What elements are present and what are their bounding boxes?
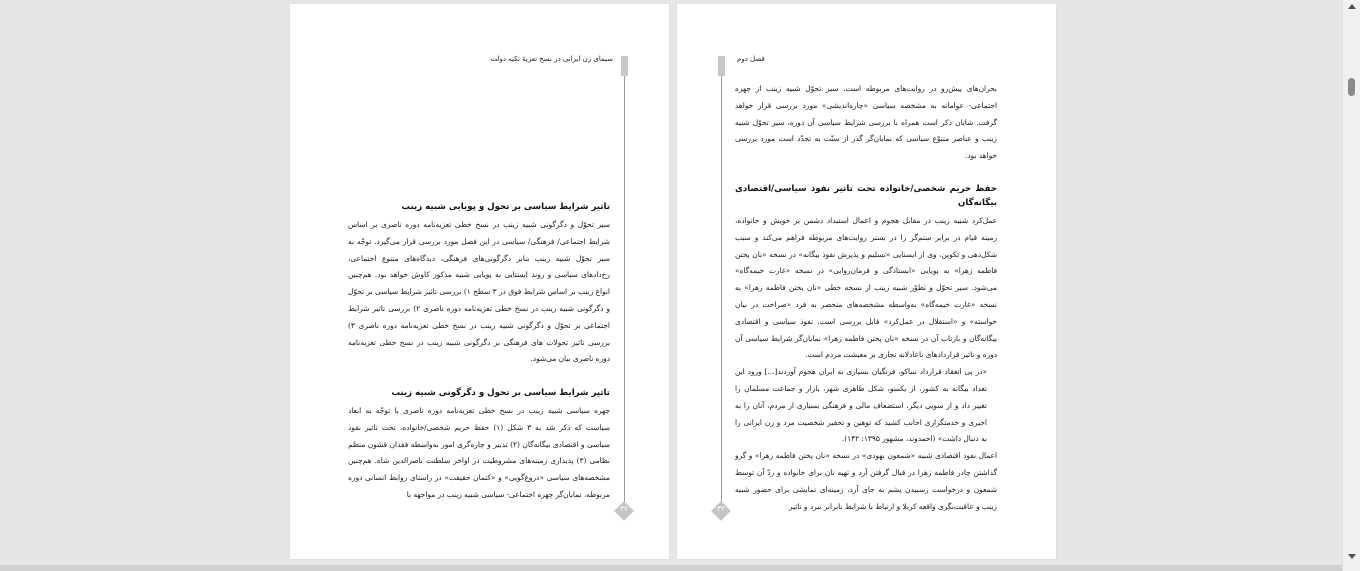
running-head: سیمای زن ایرانی در نسخ تعزیهٔ تکیه دولت [490,55,613,63]
page-number [614,501,634,521]
running-head: فصل دوم [737,55,765,63]
scroll-thumb[interactable] [1348,78,1355,96]
page-number [711,501,731,521]
page-number-text: ۳۲ [620,505,628,513]
page-right [677,4,1056,559]
rule-line [624,76,625,506]
scroll-down-arrow-icon[interactable] [1348,554,1356,559]
section-heading: تاثیر شرایط سیاسی بر تحول و دگرگونی شبیه زینب [391,388,610,398]
page-rule [621,56,628,511]
section-body-continued: اعمال نفوذ اقتصادی شبیه «شمعون یهودی» در نسخه «نان پختن فاطمه زهرا» و گرو گذاشتن چادر فاطمه زهرا در قبال گرفتن آرد و تهیه نان برای خانواده و ردّ آن توسط شمعون و درخواست زسبیدن پشم به جای آرد، زمینه‌ای نمایشی برای حضور شبیه زینب و عاقبت‌نگری واقعه کربلا و ارتباط با شرایط نابرابر نبرد و تاثیر [735,451,997,511]
section-heading: حفظ حریم شخصی/خانواده تحت تاثیر نفوذ سیاسی/اقتصادی بیگانه‌گان [735,184,997,208]
section-body: چهره سیاسی شبیه زینب در نسخ خطی تعزیه‌نامه دوره ناصری با توجّه به ابعاد سیاست که ذکر شد به ۳ شکل (۱) حفظ حریم شخصی/خانواده، تحت تاثیر نفوذ سیاسی و اقتصادی بیگانه‌گان (۲) تدبیر و چاره‌گری امور به‌واسطه فقدان قشون منظم نظامی (۳) پدیداری زمینه‌های مشروطیت در اواخر سلطنت ناصرالدین شاه. هم‌چنین مشخصه‌های سیاسی «دروغ‌گویی» و «کتمان حقیقت» در راستای روابط انسانی دوره مربوطه، نمایان‌گر چهره اجتماعی- سیاسی شبیه زینب در مواجهه با [348,406,610,499]
block-quote: «در پی انعقاد قرارداد تنباکو، فرنگیان بسیاری به ایران هجوم آوردند[...] ورود این تعداد بیگانه به کشور، از یکسو، شکل ظاهری شهر، بازار و جماعت مسلمان را تغییر داد و از سویی دیگر، استضعاف مالی و فرهنگی بسیاری از مردم، آنان را به اجیری و خدمتگزاری اجانب کشید که توهین و تحقیر شخصیت مرد و زن ایرانی را به دنبال داشت» (احمدوند، مشهور ۱۳۹۵: ۱۴۲). [735,367,987,444]
intro-text: بحران‌های پیش‌رو در روایت‌های مربوطه است. سیر تحوّل شبیه زینب از چهره اجتماعی- عوامانه به مشخصه سیاسی «چاره‌اندیشی» مورد بررسی قرار خواهد گرفت. شایان ذکر است همراه با بررسی شرایط سیاسی آن دوره، سیر تحوّل شبیه زینب و عناصر متنوّع سیاسی که نمایان‌گر گذر از سنّت به تجدّد است مورد بررسی خواهد بود. [735,84,997,161]
viewer-bottom-edge [0,565,1342,571]
section-2 [348,386,610,504]
section-3 [735,182,997,515]
section-body: عمل‌کرد شبیه زینب در مقابل هجوم و اعمال استبداد دشمن بر خویش و خانواده، زمینه قیام در برابر ستم‌گر را در بستر روایت‌های مربوطه فراهم می‌کند و سبب شکل‌دهی و تکوین، وی از ایستایی «تسلیم و پذیرش نفوذ بیگانه» در نسخه «نان پختن فاطمه زهرا» به پویایی «ایستادگی و فرمان‌روایی» در نسخه «غارت خیمه‌گاه» می‌شود. سیر تحوّل و تطوّر شبیه زینب از نسخه خطی «نان پختن فاطمه زهرا» به نسخه «غارت خیمه‌گاه» به‌واسطه مشخصه‌های منحصر به فرد «صراحت در بیان خواسته» و «استقلال در عمل‌کرد» قابل بررسی است. نفوذ سیاسی و اقتصادی بیگانه‌گان و بازتاب آن در نسخه «نان پختن فاطمه زهرا» نمایان‌گر شرایط سیاسی آن دوره و تاثیر قراردادهای ناعادلانه تجاری بر معیشت مردم است. [735,216,997,360]
page-left [290,4,669,559]
section-body: سیر تحوّل و دگرگونی شبیه زینب در نسخ خطی تعزیه‌نامه دوره ناصری بر اساس شرایط اجتماعی/ فرهنگی/ سیاسی در این فصل مورد بررسی قرار می‌گیرد. توجّه به سیر تحوّل شبیه زینب بنابر دگرگونی‌های فرهنگی، دیدگاه‌های متنوع اجتماعی، رخ‌دادهای سیاسی و روند ایستایی به پویایی شبیه مذکور کاوش خواهد بود. هم‌چنین انواع زینب بر اساس شرایط فوق در ۳ سطح ۱) بررسی تاثیر شرایط سیاسی بر تحوّل و دگرگونی شبیه زینب در نسخ خطی تعزیه‌نامه دوره ناصری ۲) بررسی تاثیر شرایط اجتماعی بر تحوّل و دگرگونی شبیه زینب در نسخ خطی تعزیه‌نامه دوره ناصری ۳) بررسی تاثیر تحولات‌ های فرهنگی بر دگرگونی شبیه زینب در نسخ خطی تعزیه‌نامه دوره ناصری بیان می‌شود. [348,220,610,364]
page-rule [718,56,725,511]
page-number-text: ۳۳ [717,505,725,513]
vertical-scrollbar[interactable] [1342,0,1360,571]
rule-line [721,76,722,506]
rule-cap [621,56,628,76]
section-1 [348,200,610,368]
section-heading: تاثیر شرایط سیاسی بر تحول و پویایی شبیه زینب [401,202,610,212]
intro-paragraph [735,81,997,165]
scroll-up-arrow-icon[interactable] [1348,4,1356,9]
rule-cap [718,56,725,76]
